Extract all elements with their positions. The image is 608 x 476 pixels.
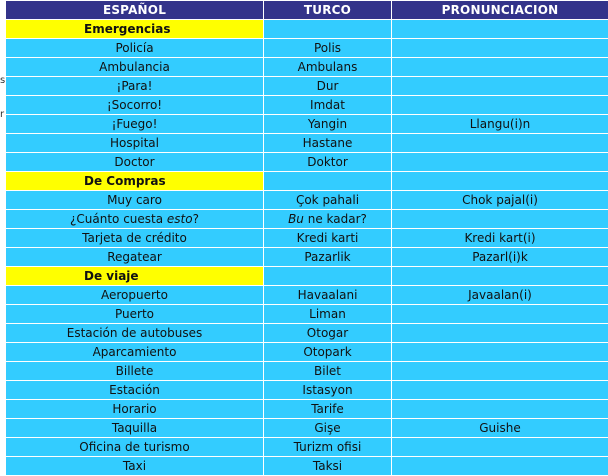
table-row bbox=[6, 438, 608, 457]
cell-pronunciacion: Javaalan(i) bbox=[392, 286, 608, 305]
cell-pronunciacion: Kredi kart(i) bbox=[392, 229, 608, 248]
cell-espanol: Policía bbox=[6, 39, 264, 58]
cell-turco: Liman bbox=[264, 305, 392, 324]
cell-espanol: Tarjeta de crédito bbox=[6, 229, 264, 248]
cell-pronunciacion bbox=[392, 210, 608, 229]
vocabulary-table bbox=[5, 0, 608, 476]
cell-espanol: Billete bbox=[6, 362, 264, 381]
cell-pronunciacion bbox=[392, 381, 608, 400]
cell-espanol: Ambulancia bbox=[6, 58, 264, 77]
table-row bbox=[6, 210, 608, 229]
cell-espanol: ¿Cuánto cuesta esto? bbox=[6, 210, 264, 229]
cell-turco: Polis bbox=[264, 39, 392, 58]
cell-turco: Gişe bbox=[264, 419, 392, 438]
cell-pronunciacion bbox=[392, 438, 608, 457]
table-row bbox=[6, 343, 608, 362]
cell-pronunciacion bbox=[392, 134, 608, 153]
table-row bbox=[6, 96, 608, 115]
cell-pronunciacion: Chok pajal(i) bbox=[392, 191, 608, 210]
cell-pronunciacion bbox=[392, 343, 608, 362]
cell-espanol: Oficina de turismo bbox=[6, 438, 264, 457]
table-row bbox=[6, 134, 608, 153]
table-row bbox=[6, 77, 608, 96]
header-espanol: ESPAÑOL bbox=[6, 1, 264, 20]
section-row bbox=[6, 267, 608, 286]
cell-turco: Bilet bbox=[264, 362, 392, 381]
section-row bbox=[6, 20, 608, 39]
cell-turco: Hastane bbox=[264, 134, 392, 153]
table-row bbox=[6, 400, 608, 419]
cell-turco: Turizm ofisi bbox=[264, 438, 392, 457]
edge-fragment: r bbox=[0, 109, 5, 120]
table-row bbox=[6, 39, 608, 58]
cell-pronunciacion bbox=[392, 58, 608, 77]
section-row bbox=[6, 172, 608, 191]
cell-turco: Imdat bbox=[264, 96, 392, 115]
header-pronunciacion: PRONUNCIACION bbox=[392, 1, 608, 20]
cell-turco: Bu ne kadar? bbox=[264, 210, 392, 229]
cell-turco: Ambulans bbox=[264, 58, 392, 77]
cell-pronunciacion: Pazarl(i)k bbox=[392, 248, 608, 267]
table-body bbox=[6, 20, 608, 476]
cell-pronunciacion bbox=[392, 324, 608, 343]
cell-pronunciacion bbox=[392, 457, 608, 476]
empty-cell bbox=[264, 267, 392, 286]
cell-pronunciacion bbox=[392, 362, 608, 381]
cell-espanol: ¡Socorro! bbox=[6, 96, 264, 115]
cell-espanol: Horario bbox=[6, 400, 264, 419]
cell-espanol: Estación bbox=[6, 381, 264, 400]
cell-espanol: Doctor bbox=[6, 153, 264, 172]
table-row bbox=[6, 191, 608, 210]
cell-turco: Pazarlik bbox=[264, 248, 392, 267]
cell-pronunciacion bbox=[392, 153, 608, 172]
cell-turco: Tarife bbox=[264, 400, 392, 419]
cell-espanol: ¡Para! bbox=[6, 77, 264, 96]
table-row bbox=[6, 229, 608, 248]
cell-turco: Otopark bbox=[264, 343, 392, 362]
cell-pronunciacion bbox=[392, 400, 608, 419]
cell-pronunciacion bbox=[392, 305, 608, 324]
cell-espanol: Estación de autobuses bbox=[6, 324, 264, 343]
cell-pronunciacion bbox=[392, 77, 608, 96]
cell-pronunciacion: Guishe bbox=[392, 419, 608, 438]
cell-turco: Havaalani bbox=[264, 286, 392, 305]
cell-pronunciacion: Llangu(i)n bbox=[392, 115, 608, 134]
cell-turco: Istasyon bbox=[264, 381, 392, 400]
cell-espanol: Muy caro bbox=[6, 191, 264, 210]
section-title: Emergencias bbox=[6, 20, 264, 39]
cell-turco: Yangin bbox=[264, 115, 392, 134]
table-row bbox=[6, 115, 608, 134]
table-row bbox=[6, 419, 608, 438]
table-row bbox=[6, 248, 608, 267]
empty-cell bbox=[392, 267, 608, 286]
cell-turco: Dur bbox=[264, 77, 392, 96]
edge-fragment: s bbox=[0, 75, 6, 86]
cell-espanol: Aparcamiento bbox=[6, 343, 264, 362]
cell-turco: Doktor bbox=[264, 153, 392, 172]
cell-espanol: Regatear bbox=[6, 248, 264, 267]
empty-cell bbox=[264, 172, 392, 191]
cell-espanol: Taxi bbox=[6, 457, 264, 476]
table-row bbox=[6, 286, 608, 305]
cell-espanol: Puerto bbox=[6, 305, 264, 324]
empty-cell bbox=[392, 172, 608, 191]
cell-turco: Çok pahali bbox=[264, 191, 392, 210]
table-row bbox=[6, 153, 608, 172]
cell-turco: Taksi bbox=[264, 457, 392, 476]
cell-espanol: ¡Fuego! bbox=[6, 115, 264, 134]
section-title: De viaje bbox=[6, 267, 264, 286]
table-row bbox=[6, 324, 608, 343]
cell-turco: Otogar bbox=[264, 324, 392, 343]
header-turco: TURCO bbox=[264, 1, 392, 20]
cell-espanol: Taquilla bbox=[6, 419, 264, 438]
table-row bbox=[6, 362, 608, 381]
table-row bbox=[6, 381, 608, 400]
table-header-row bbox=[6, 1, 608, 20]
cell-espanol: Hospital bbox=[6, 134, 264, 153]
cell-pronunciacion bbox=[392, 39, 608, 58]
cell-espanol: Aeropuerto bbox=[6, 286, 264, 305]
empty-cell bbox=[264, 20, 392, 39]
table-row bbox=[6, 58, 608, 77]
empty-cell bbox=[392, 20, 608, 39]
cell-pronunciacion bbox=[392, 96, 608, 115]
table-row bbox=[6, 305, 608, 324]
cell-turco: Kredi karti bbox=[264, 229, 392, 248]
table-row bbox=[6, 457, 608, 476]
section-title: De Compras bbox=[6, 172, 264, 191]
